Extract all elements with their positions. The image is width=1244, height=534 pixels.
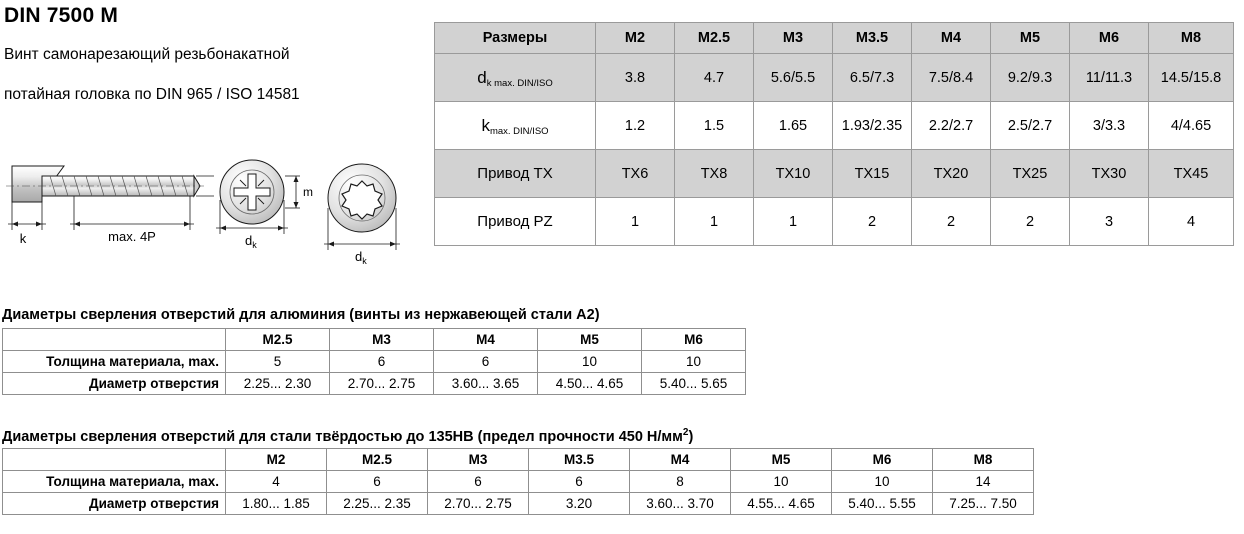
- steel-drill-table: [2, 448, 1034, 515]
- alu-header-m3: M3: [330, 329, 434, 351]
- subtitle-line-1: Винт самонарезающий резьбонакатной: [4, 46, 290, 63]
- steel-header-m2: M2: [226, 449, 327, 471]
- header-cell-m25: M2.5: [675, 23, 754, 54]
- steel-header-row: [3, 449, 1034, 471]
- header-cell-m6: M6: [1070, 23, 1149, 54]
- steel-thickness-m25: 6: [327, 471, 428, 493]
- steel-diameter-row: [3, 493, 1034, 515]
- aluminium-drill-table: [2, 328, 746, 395]
- dim-label-dk-pz: $d_k$: [245, 233, 257, 250]
- row-label-pz: Привод PZ: [435, 198, 596, 246]
- cell-dk-m8: 14.5/15.8: [1149, 54, 1234, 102]
- cell-dk-m4: 7.5/8.4: [912, 54, 991, 102]
- steel-thickness-m3: 6: [428, 471, 529, 493]
- table-header-row: [435, 23, 1234, 54]
- steel-diameter-m4: 3.60... 3.70: [630, 493, 731, 515]
- cell-pz-m8: 4: [1149, 198, 1234, 246]
- table-row-pz: [435, 198, 1234, 246]
- cell-pz-m2: 1: [596, 198, 675, 246]
- steel-header-m35: M3.5: [529, 449, 630, 471]
- steel-diameter-m5: 4.55... 4.65: [731, 493, 832, 515]
- dimension-max4p: [70, 196, 194, 230]
- header-cell-m5: M5: [991, 23, 1070, 54]
- cell-pz-m35: 2: [833, 198, 912, 246]
- cell-dk-m2: 3.8: [596, 54, 675, 102]
- steel-header-blank: [3, 449, 226, 471]
- cell-tx-m8: TX45: [1149, 150, 1234, 198]
- steel-section-caption: [2, 427, 693, 445]
- steel-header-m4: M4: [630, 449, 731, 471]
- row-label-dk-symbol: d: [477, 67, 487, 87]
- header-cell-m35: M3.5: [833, 23, 912, 54]
- steel-header-m3: M3: [428, 449, 529, 471]
- cell-tx-m2: TX6: [596, 150, 675, 198]
- steel-diameter-m3: 2.70... 2.75: [428, 493, 529, 515]
- cell-pz-m6: 3: [1070, 198, 1149, 246]
- alu-header-blank: [3, 329, 226, 351]
- dimension-k: [8, 202, 46, 230]
- row-label-k: [435, 102, 596, 150]
- row-label-k-symbol: k: [481, 115, 490, 135]
- alu-diameter-m4: 3.60... 3.65: [434, 373, 538, 395]
- cell-k-m8: 4/4.65: [1149, 102, 1234, 150]
- subtitle-line-2: потайная головка по DIN 965 / ISO 14581: [4, 86, 300, 103]
- alu-diameter-m6: 5.40... 5.65: [642, 373, 746, 395]
- row-label-tx: Привод TX: [435, 150, 596, 198]
- steel-thickness-m6: 10: [832, 471, 933, 493]
- steel-diameter-m8: 7.25... 7.50: [933, 493, 1034, 515]
- steel-thickness-m8: 14: [933, 471, 1034, 493]
- cell-pz-m3: 1: [754, 198, 833, 246]
- cell-k-m25: 1.5: [675, 102, 754, 150]
- steel-thickness-m5: 10: [731, 471, 832, 493]
- dim-label-m: m: [303, 185, 313, 199]
- cell-tx-m35: TX15: [833, 150, 912, 198]
- cell-dk-m35: 6.5/7.3: [833, 54, 912, 102]
- cell-pz-m4: 2: [912, 198, 991, 246]
- dim-label-max4p: max. 4P: [108, 229, 156, 244]
- steel-diameter-m2: 1.80... 1.85: [226, 493, 327, 515]
- row-label-k-subscript: max. DIN/ISO: [489, 125, 549, 137]
- dim-label-k: k: [19, 231, 27, 246]
- cell-dk-m25: 4.7: [675, 54, 754, 102]
- screw-side-view: [6, 166, 204, 202]
- steel-thickness-m4: 8: [630, 471, 731, 493]
- steel-thickness-m35: 6: [529, 471, 630, 493]
- cell-tx-m5: TX25: [991, 150, 1070, 198]
- steel-header-m6: M6: [832, 449, 933, 471]
- table-row-dk: [435, 54, 1234, 102]
- steel-diameter-label: Диаметр отверстия: [3, 493, 226, 515]
- cell-pz-m25: 1: [675, 198, 754, 246]
- steel-thickness-row: [3, 471, 1034, 493]
- alu-diameter-m3: 2.70... 2.75: [330, 373, 434, 395]
- alu-header-m25: M2.5: [226, 329, 330, 351]
- cell-pz-m5: 2: [991, 198, 1070, 246]
- steel-header-m8: M8: [933, 449, 1034, 471]
- alu-diameter-m25: 2.25... 2.30: [226, 373, 330, 395]
- cell-dk-m6: 11/11.3: [1070, 54, 1149, 102]
- steel-caption-part2: ): [688, 428, 694, 445]
- cell-k-m6: 3/3.3: [1070, 102, 1149, 150]
- cell-tx-m6: TX30: [1070, 150, 1149, 198]
- alu-thickness-m6: 10: [642, 351, 746, 373]
- alu-header-m5: M5: [538, 329, 642, 351]
- steel-header-m25: M2.5: [327, 449, 428, 471]
- row-label-dk-subscript: k max. DIN/ISO: [486, 77, 553, 89]
- page-title: DIN 7500 M: [4, 4, 119, 27]
- tx-drive-top-view: [328, 164, 396, 232]
- alu-thickness-m5: 10: [538, 351, 642, 373]
- alu-header-m4: M4: [434, 329, 538, 351]
- steel-caption-superscript: 2: [682, 427, 689, 438]
- alu-diameter-row: [3, 373, 746, 395]
- steel-header-m5: M5: [731, 449, 832, 471]
- cell-tx-m25: TX8: [675, 150, 754, 198]
- alu-thickness-m3: 6: [330, 351, 434, 373]
- alu-diameter-label: Диаметр отверстия: [3, 373, 226, 395]
- alu-thickness-row: [3, 351, 746, 373]
- alu-thickness-m4: 6: [434, 351, 538, 373]
- table-row-k: [435, 102, 1234, 150]
- cell-k-m5: 2.5/2.7: [991, 102, 1070, 150]
- header-block: [4, 4, 424, 104]
- cell-tx-m4: TX20: [912, 150, 991, 198]
- aluminium-section-caption: Диаметры сверления отверстий для алюминия (винты из нержавеющей стали A2): [2, 307, 600, 323]
- main-dimensions-table: [434, 22, 1234, 246]
- cell-dk-m3: 5.6/5.5: [754, 54, 833, 102]
- row-label-dk: [435, 54, 596, 102]
- alu-thickness-m25: 5: [226, 351, 330, 373]
- dimension-m: [285, 176, 300, 208]
- cell-k-m2: 1.2: [596, 102, 675, 150]
- header-cell-title: Размеры: [435, 23, 596, 54]
- dim-label-dk-tx: $d_k$: [355, 249, 367, 266]
- alu-diameter-m5: 4.50... 4.65: [538, 373, 642, 395]
- header-cell-m2: M2: [596, 23, 675, 54]
- header-cell-m8: M8: [1149, 23, 1234, 54]
- steel-diameter-m25: 2.25... 2.35: [327, 493, 428, 515]
- steel-diameter-m6: 5.40... 5.55: [832, 493, 933, 515]
- cell-k-m3: 1.65: [754, 102, 833, 150]
- steel-thickness-m2: 4: [226, 471, 327, 493]
- technical-drawing: [4, 150, 424, 280]
- cell-tx-m3: TX10: [754, 150, 833, 198]
- cell-k-m4: 2.2/2.7: [912, 102, 991, 150]
- steel-caption-part1: Диаметры сверления отверстий для стали твёрдостью до 135HB (предел прочности 450 Н/мм: [2, 428, 683, 445]
- header-cell-m4: M4: [912, 23, 991, 54]
- alu-header-row: [3, 329, 746, 351]
- alu-thickness-label: Толщина материала, max.: [3, 351, 226, 373]
- cell-k-m35: 1.93/2.35: [833, 102, 912, 150]
- steel-diameter-m35: 3.20: [529, 493, 630, 515]
- steel-thickness-label: Толщина материала, max.: [3, 471, 226, 493]
- cell-dk-m5: 9.2/9.3: [991, 54, 1070, 102]
- pz-drive-top-view: [220, 160, 284, 224]
- table-row-tx: [435, 150, 1234, 198]
- alu-header-m6: M6: [642, 329, 746, 351]
- header-cell-m3: M3: [754, 23, 833, 54]
